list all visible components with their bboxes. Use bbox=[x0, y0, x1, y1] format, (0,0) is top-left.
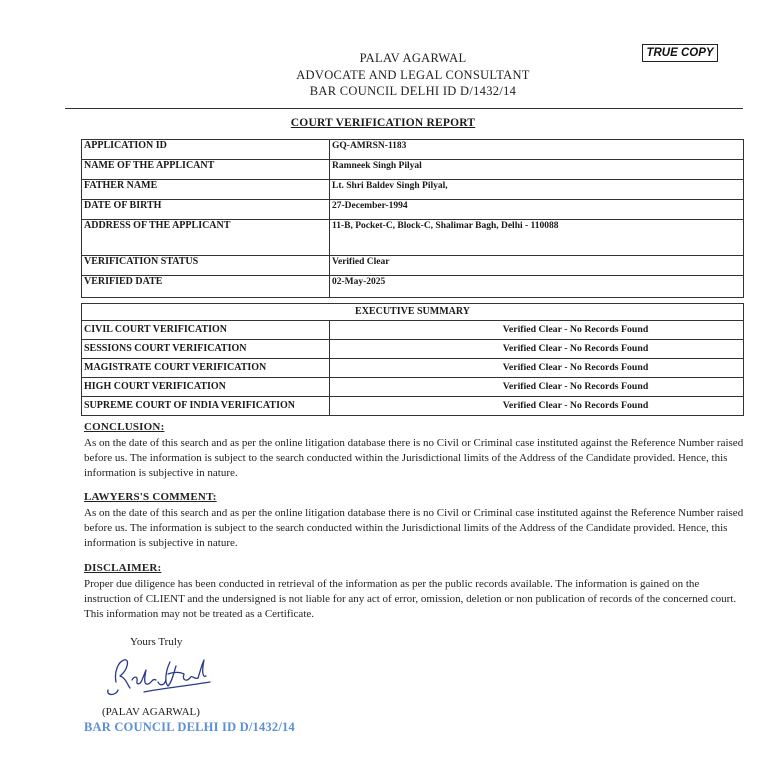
summary-label: SUPREME COURT OF INDIA VERIFICATION bbox=[82, 397, 330, 416]
applicant-name-label: NAME OF THE APPLICANT bbox=[82, 160, 330, 180]
letterhead bbox=[0, 50, 768, 100]
executive-summary-table bbox=[81, 303, 744, 416]
table-row bbox=[82, 276, 744, 298]
table-row bbox=[82, 378, 744, 397]
table-row bbox=[82, 220, 744, 256]
advocate-name: PALAV AGARWAL bbox=[359, 51, 467, 65]
verified-date-value: 02-May-2025 bbox=[330, 276, 744, 298]
bar-council-footer: BAR COUNCIL DELHI ID D/1432/14 bbox=[84, 720, 295, 734]
address-label: ADDRESS OF THE APPLICANT bbox=[82, 220, 330, 256]
summary-result: Verified Clear - No Records Found bbox=[330, 378, 744, 397]
disclaimer-text: Proper due diligence has been conducted in retrieval of the information as per the public records available. The information is gained on the instruction of CLIENT and the undersigned is not liable for any act of error, omission, deletion or non publication of records of the concerned court. This information may not be treated as a Certificate. bbox=[84, 578, 737, 620]
summary-label: MAGISTRATE COURT VERIFICATION bbox=[82, 359, 330, 378]
father-name-label: FATHER NAME bbox=[82, 180, 330, 200]
conclusion-text: As on the date of this search and as per the online litigation database there is no Civil or Criminal case instituted against the Reference Number raised before us. The information is subject to the search conducted within the Jurisdictional limits of the Address of the Candidate provided. Hence, this information is subjective in nature. bbox=[84, 437, 744, 479]
status-value: Verified Clear bbox=[330, 256, 744, 276]
summary-result: Verified Clear - No Records Found bbox=[330, 340, 744, 359]
conclusion-heading: CONCLUSION: bbox=[84, 421, 165, 433]
header-divider bbox=[65, 108, 743, 109]
table-row bbox=[82, 200, 744, 220]
summary-result: Verified Clear - No Records Found bbox=[330, 359, 744, 378]
table-row bbox=[82, 256, 744, 276]
dob-value: 27-December-1994 bbox=[330, 200, 744, 220]
status-label: VERIFICATION STATUS bbox=[82, 256, 330, 276]
applicant-name-value: Ramneek Singh Pilyal bbox=[330, 160, 744, 180]
table-row bbox=[82, 359, 744, 378]
verified-date-label: VERIFIED DATE bbox=[82, 276, 330, 298]
lawyers-comment-text: As on the date of this search and as per the online litigation database there is no Civil or Criminal case instituted against the Reference Number raised before us. The information is subject to the search conducted within the Jurisdictional limits of the Address of the Candidate provided. Hence, this information is subjective in nature. bbox=[84, 507, 744, 549]
signatory-name: (PALAV AGARWAL) bbox=[102, 706, 200, 718]
disclaimer-section bbox=[84, 561, 744, 622]
table-row bbox=[82, 321, 744, 340]
summary-result: Verified Clear - No Records Found bbox=[330, 321, 744, 340]
summary-label: SESSIONS COURT VERIFICATION bbox=[82, 340, 330, 359]
advocate-title: ADVOCATE AND LEGAL CONSULTANT bbox=[296, 67, 530, 82]
table-row bbox=[82, 304, 744, 321]
table-row bbox=[82, 140, 744, 160]
disclaimer-heading: DISCLAIMER: bbox=[84, 562, 162, 574]
applicant-info-table bbox=[81, 139, 744, 298]
summary-label: CIVIL COURT VERIFICATION bbox=[82, 321, 330, 340]
summary-label: HIGH COURT VERIFICATION bbox=[82, 378, 330, 397]
table-row bbox=[82, 160, 744, 180]
summary-heading: EXECUTIVE SUMMARY bbox=[82, 304, 744, 321]
lawyers-comment-heading: LAWYERS'S COMMENT: bbox=[84, 491, 217, 503]
bar-council-id: BAR COUNCIL DELHI ID D/1432/14 bbox=[309, 84, 517, 98]
lawyers-comment-section bbox=[84, 490, 744, 551]
dob-label: DATE OF BIRTH bbox=[82, 200, 330, 220]
father-name-value: Lt. Shri Baldev Singh Pilyal, bbox=[330, 180, 744, 200]
application-id-label: APPLICATION ID bbox=[82, 140, 330, 160]
table-row bbox=[82, 397, 744, 416]
closing-salutation: Yours Truly bbox=[130, 636, 183, 648]
address-value: 11-B, Pocket-C, Block-C, Shalimar Bagh, Delhi - 110088 bbox=[330, 220, 744, 256]
application-id-value: GQ-AMRSN-1183 bbox=[330, 140, 744, 160]
summary-result: Verified Clear - No Records Found bbox=[330, 397, 744, 416]
conclusion-section bbox=[84, 420, 744, 481]
table-row bbox=[82, 180, 744, 200]
table-row bbox=[82, 340, 744, 359]
signature-icon bbox=[104, 652, 214, 700]
report-title: COURT VERIFICATION REPORT bbox=[290, 117, 476, 129]
true-copy-stamp: TRUE COPY bbox=[642, 44, 718, 62]
